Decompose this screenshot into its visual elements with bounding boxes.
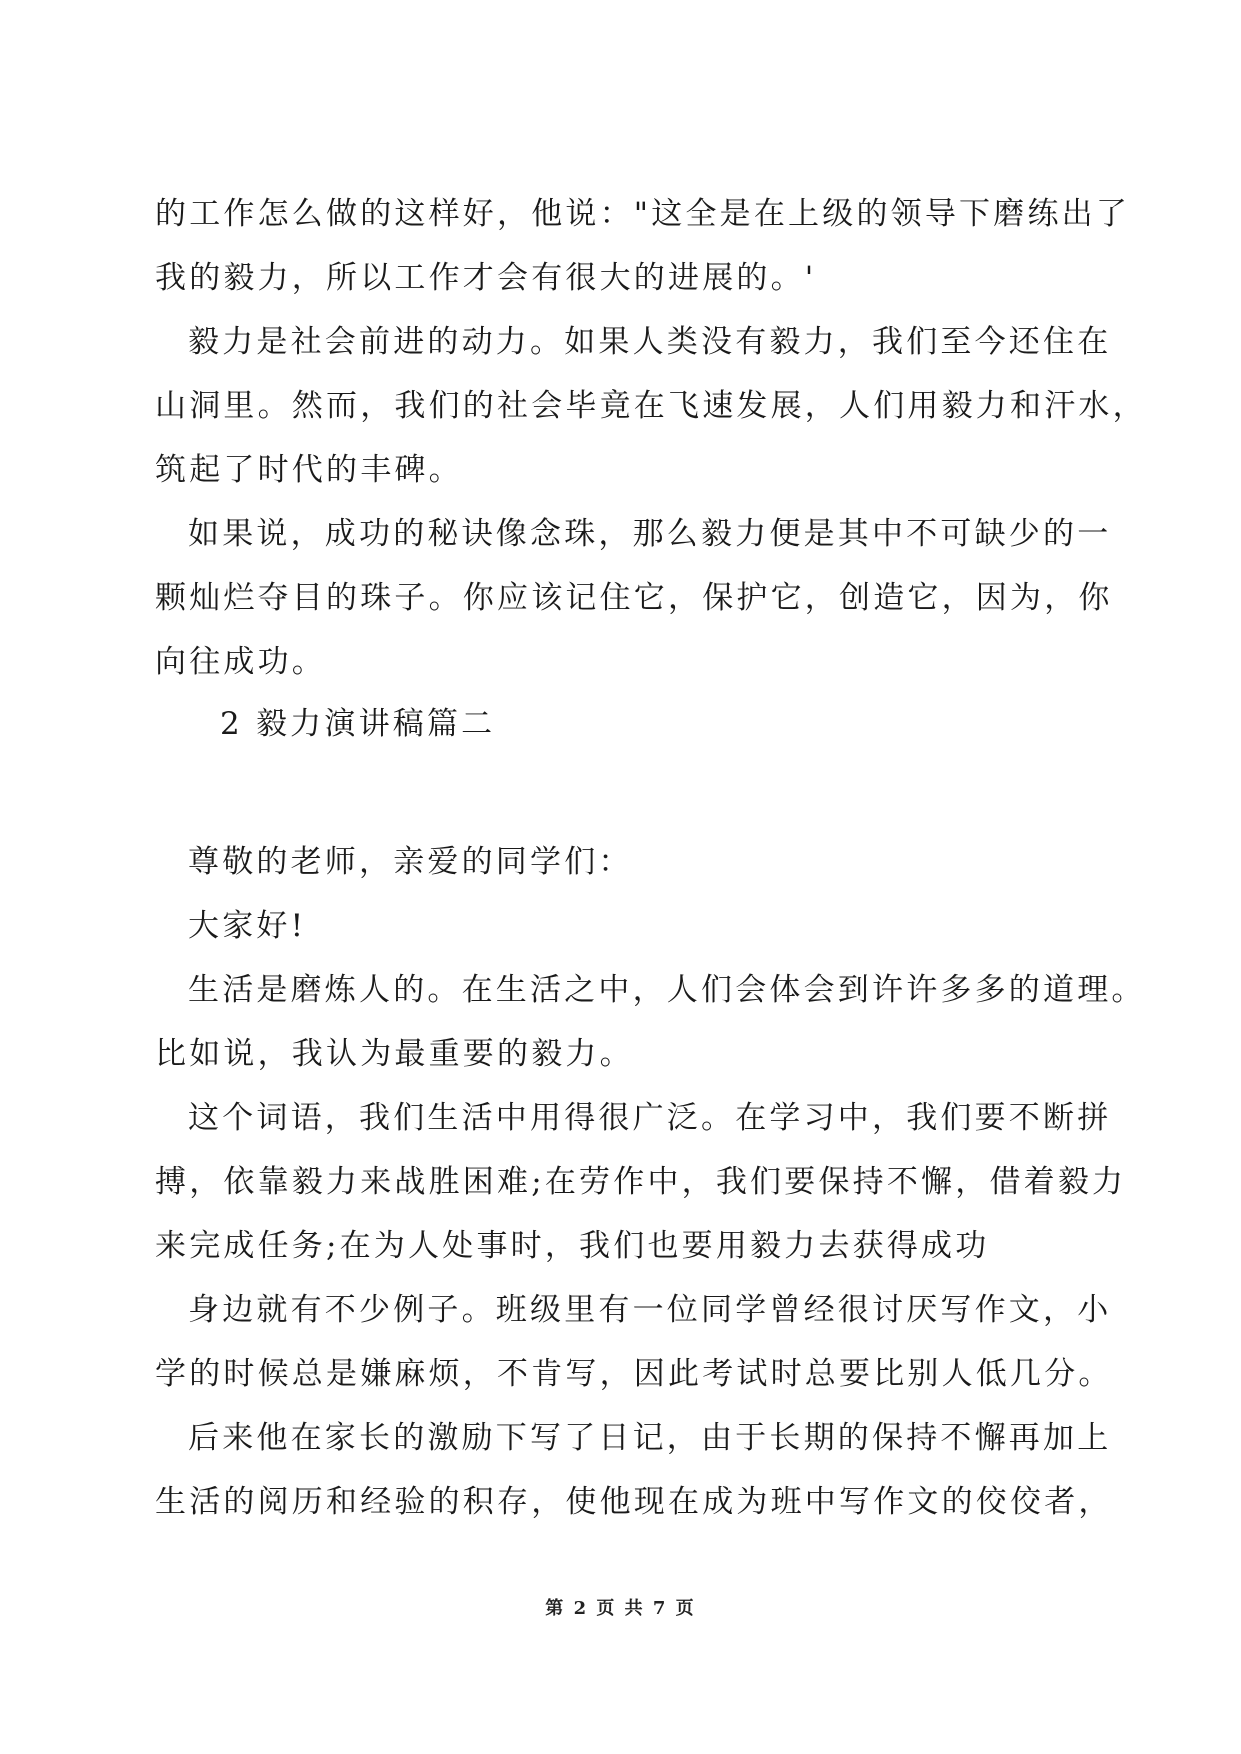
text-line: 搏，依靠毅力来战胜困难;在劳作中，我们要保持不懈，借着毅力	[155, 1164, 1127, 1200]
page-footer: 第 2 页 共 7 页	[545, 1598, 696, 1619]
text-line: 大家好!	[188, 908, 307, 944]
text-line: 颗灿烂夺目的珠子。你应该记住它，保护它，创造它，因为，你	[155, 580, 1113, 616]
text-line: 身边就有不少例子。班级里有一位同学曾经很讨厌写作文，小	[188, 1292, 1112, 1328]
text-line: 山洞里。然而，我们的社会毕竟在飞速发展，人们用毅力和汗水，	[155, 388, 1147, 424]
section-heading: 2 毅力演讲稿篇二	[220, 706, 496, 742]
text-line: 比如说，我认为最重要的毅力。	[155, 1036, 634, 1072]
text-line: 毅力是社会前进的动力。如果人类没有毅力，我们至今还住在	[188, 324, 1112, 360]
text-line: 我的毅力，所以工作才会有很大的进展的。'	[155, 260, 817, 296]
text-line: 筑起了时代的丰碑。	[155, 452, 463, 488]
text-line: 这个词语，我们生活中用得很广泛。在学习中，我们要不断拼	[188, 1100, 1112, 1136]
text-line: 生活是磨炼人的。在生活之中，人们会体会到许许多多的道理。	[188, 972, 1146, 1008]
text-line: 如果说，成功的秘诀像念珠，那么毅力便是其中不可缺少的一	[188, 516, 1112, 552]
text-line: 来完成任务;在为人处事时，我们也要用毅力去获得成功	[155, 1228, 990, 1264]
text-line: 生活的阅历和经验的积存，使他现在成为班中写作文的佼佼者，	[155, 1484, 1113, 1520]
text-line: 的工作怎么做的这样好，他说："这全是在上级的领导下磨练出了	[155, 196, 1131, 232]
text-line: 学的时候总是嫌麻烦，不肯写，因此考试时总要比别人低几分。	[155, 1356, 1113, 1392]
text-line: 向往成功。	[155, 644, 326, 680]
text-line: 尊敬的老师，亲爱的同学们：	[188, 844, 633, 880]
text-line: 后来他在家长的激励下写了日记，由于长期的保持不懈再加上	[188, 1420, 1112, 1456]
